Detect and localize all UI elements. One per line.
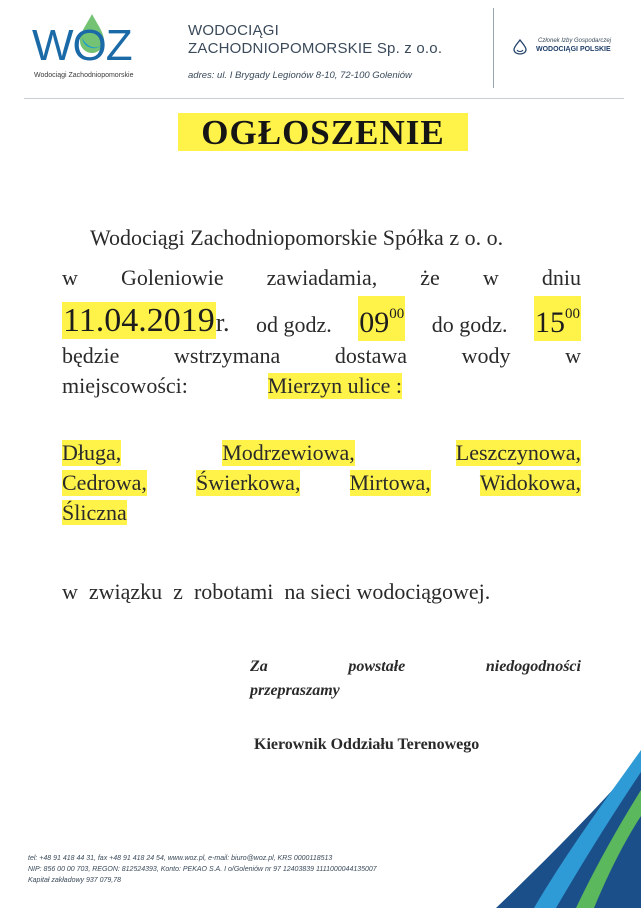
- word: zawiadamia,: [266, 265, 378, 290]
- apology-line-1: [250, 657, 581, 677]
- notice-line-4: [62, 343, 581, 369]
- start-hour: 09: [359, 306, 390, 339]
- start-time: [358, 296, 405, 341]
- footer-contact: tel: +48 91 418 44 31, fax +48 91 418 24 54, www.woz.pl, e-mail: biuro@woz.pl, KRS 0000118513: [28, 855, 333, 862]
- word: że: [420, 265, 440, 290]
- word: wody: [461, 343, 511, 368]
- date-time-line: [62, 295, 581, 341]
- street: Mirtowa,: [349, 470, 431, 495]
- company-name-line2: ZACHODNIOPOMORSKIE Sp. z o.o.: [188, 40, 443, 57]
- woz-logo: [30, 8, 150, 70]
- company-address: adres: ul. I Brygady Legionów 8-10, 72-100 Goleniów: [188, 70, 412, 81]
- intro-line: Wodociągi Zachodniopomorskie Spółka z o. o.: [90, 225, 504, 250]
- word: w: [565, 343, 581, 368]
- word: w: [62, 265, 78, 290]
- corner-wave-decoration: [476, 750, 641, 908]
- logo-tagline: Wodociągi Zachodniopomorskie: [34, 72, 134, 79]
- company-name-line1: WODOCIĄGI: [188, 22, 279, 39]
- word: Goleniowie: [120, 265, 224, 290]
- date-suffix: r.: [215, 308, 230, 337]
- to-label: do godz.: [431, 312, 508, 337]
- word: powstałe: [348, 658, 406, 675]
- member-chamber-name: WODOCIĄGI POLSKIE: [536, 46, 611, 53]
- end-time: [534, 296, 581, 341]
- streets-line-2: [62, 470, 581, 496]
- streets-line-1: [62, 440, 581, 466]
- footer-registry: NIP: 856 00 00 703, REGON: 812524393, Konto: PEKAO S.A. I o/Goleniów nr 97 12403839 1111000044135007: [28, 866, 377, 873]
- street: Modrzewiowa,: [222, 440, 355, 465]
- start-minutes: 00: [389, 306, 405, 322]
- end-minutes: 00: [564, 306, 580, 322]
- street: Śliczna: [62, 500, 127, 525]
- locality-line: [62, 373, 402, 399]
- footer-capital: Kapitał zakładowy 937 079,78: [28, 877, 122, 884]
- streets-line-3: [62, 500, 127, 526]
- from-label: od godz.: [255, 312, 332, 337]
- word: Za: [250, 658, 268, 675]
- water-drop-badge-icon: [510, 39, 530, 55]
- outage-date: 11.04.2019: [63, 302, 215, 339]
- signature: Kierownik Oddziału Terenowego: [254, 736, 480, 753]
- announcement-title: OGŁOSZENIE: [178, 113, 468, 151]
- notice-line-2: [62, 265, 581, 291]
- word: dniu: [541, 265, 581, 290]
- street: Cedrowa,: [62, 470, 147, 495]
- header-divider: [493, 8, 494, 88]
- street: Leszczynowa,: [455, 440, 581, 465]
- word: dostawa: [334, 343, 407, 368]
- street: Długa,: [62, 440, 122, 465]
- street: Świerkowa,: [195, 470, 301, 495]
- locality-label: miejscowości:: [62, 373, 188, 398]
- member-chamber-label: Członek Izby Gospodarczej: [538, 38, 612, 44]
- apology-line-2: przepraszamy: [250, 682, 340, 699]
- word: niedogodności: [485, 658, 581, 675]
- word: w: [482, 265, 499, 290]
- word: wstrzymana: [174, 343, 281, 368]
- locality-name: Mierzyn ulice :: [267, 373, 402, 398]
- street: Widokowa,: [479, 470, 581, 495]
- end-hour: 15: [534, 306, 565, 339]
- logo-text: WOZ: [32, 21, 132, 70]
- word: będzie: [62, 343, 120, 368]
- closing-line: w związku z robotami na sieci wodociągowej.: [62, 579, 491, 604]
- header-rule: [24, 98, 624, 99]
